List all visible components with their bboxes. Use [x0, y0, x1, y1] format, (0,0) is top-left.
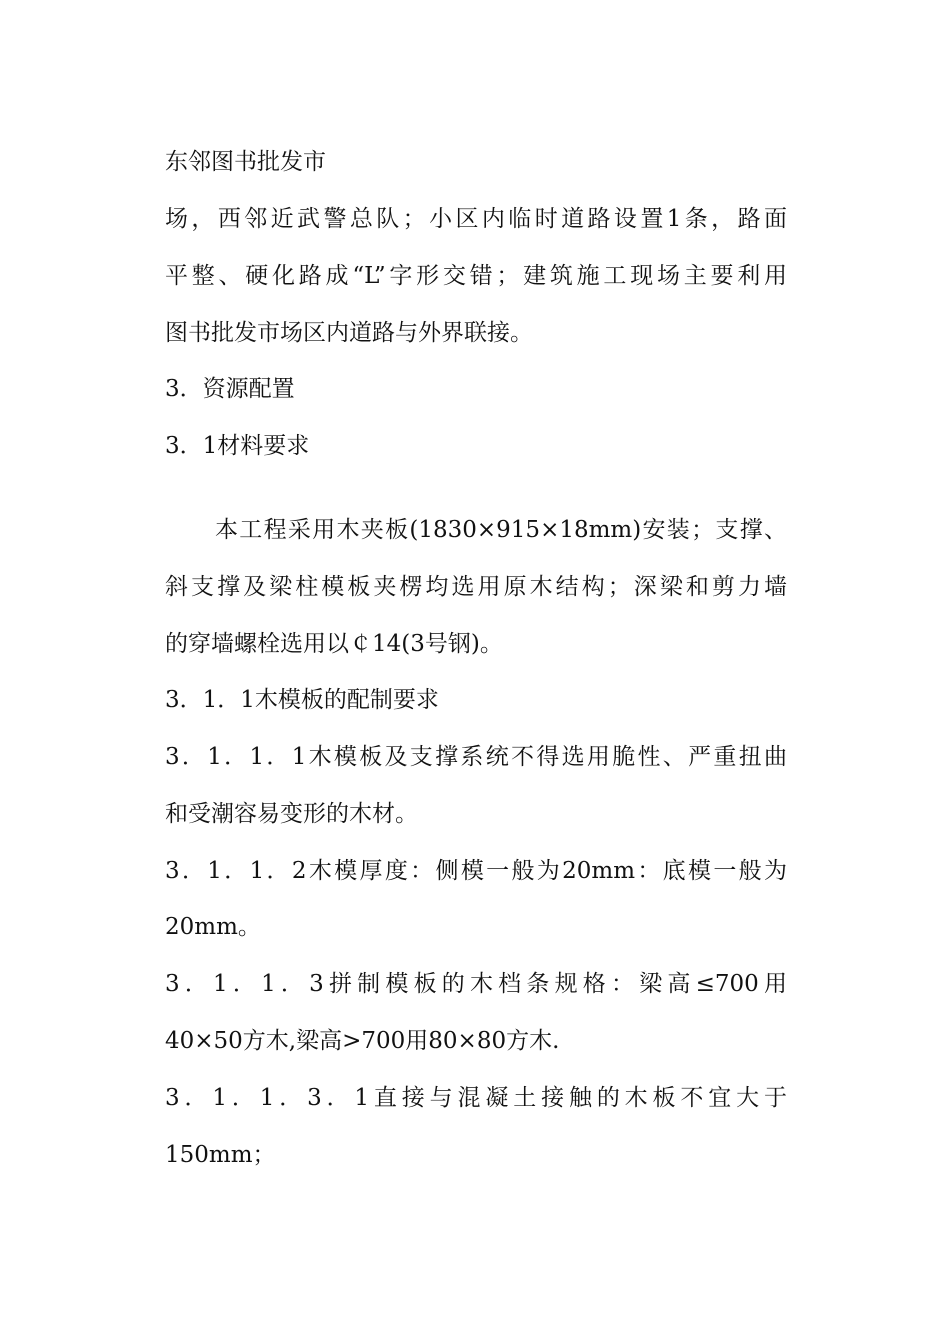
item-3-1-1-3-line-2: 40×50方木,梁高>700用80×80方木. [165, 1028, 560, 1054]
item-3-1-1-2-line-2: 20mm。 [165, 914, 261, 940]
paragraph-line-3: 的穿墙螺栓选用以￠14(3号钢)。 [165, 631, 503, 657]
text-line-3: 平整、硬化路成“L”字形交错；建筑施工现场主要利用 [165, 263, 787, 289]
section-heading-3: 3．资源配置 [165, 376, 295, 402]
text-line-2: 场，西邻近武警总队；小区内临时道路设置1条，路面 [165, 206, 787, 232]
paragraph-line-1: 本工程采用木夹板(1830×915×18mm)安装；支撑、 [215, 517, 787, 543]
section-heading-3-1-1: 3．1．1木模板的配制要求 [165, 687, 439, 713]
item-3-1-1-3-1-line-1: 3．1．1．3．1直接与混凝土接触的木板不宜大于 [165, 1085, 787, 1111]
item-3-1-1-3-line-1: 3．1．1．3拼制模板的木档条规格：梁高≤700用 [165, 971, 787, 997]
item-3-1-1-2-line-1: 3．1．1．2木模厚度：侧模一般为20mm：底模一般为 [165, 858, 787, 884]
item-3-1-1-1-line-1: 3．1．1．1木模板及支撑系统不得选用脆性、严重扭曲 [165, 744, 787, 770]
text-line-1: 东邻图书批发市 [165, 149, 326, 175]
paragraph-line-2: 斜支撑及梁柱模板夹楞均选用原木结构；深梁和剪力墙 [165, 574, 787, 600]
item-3-1-1-1-line-2: 和受潮容易变形的木材。 [165, 801, 418, 827]
text-line-4: 图书批发市场区内道路与外界联接。 [165, 320, 533, 346]
section-heading-3-1: 3．1材料要求 [165, 433, 310, 459]
item-3-1-1-3-1-line-2: 150mm； [165, 1142, 276, 1168]
